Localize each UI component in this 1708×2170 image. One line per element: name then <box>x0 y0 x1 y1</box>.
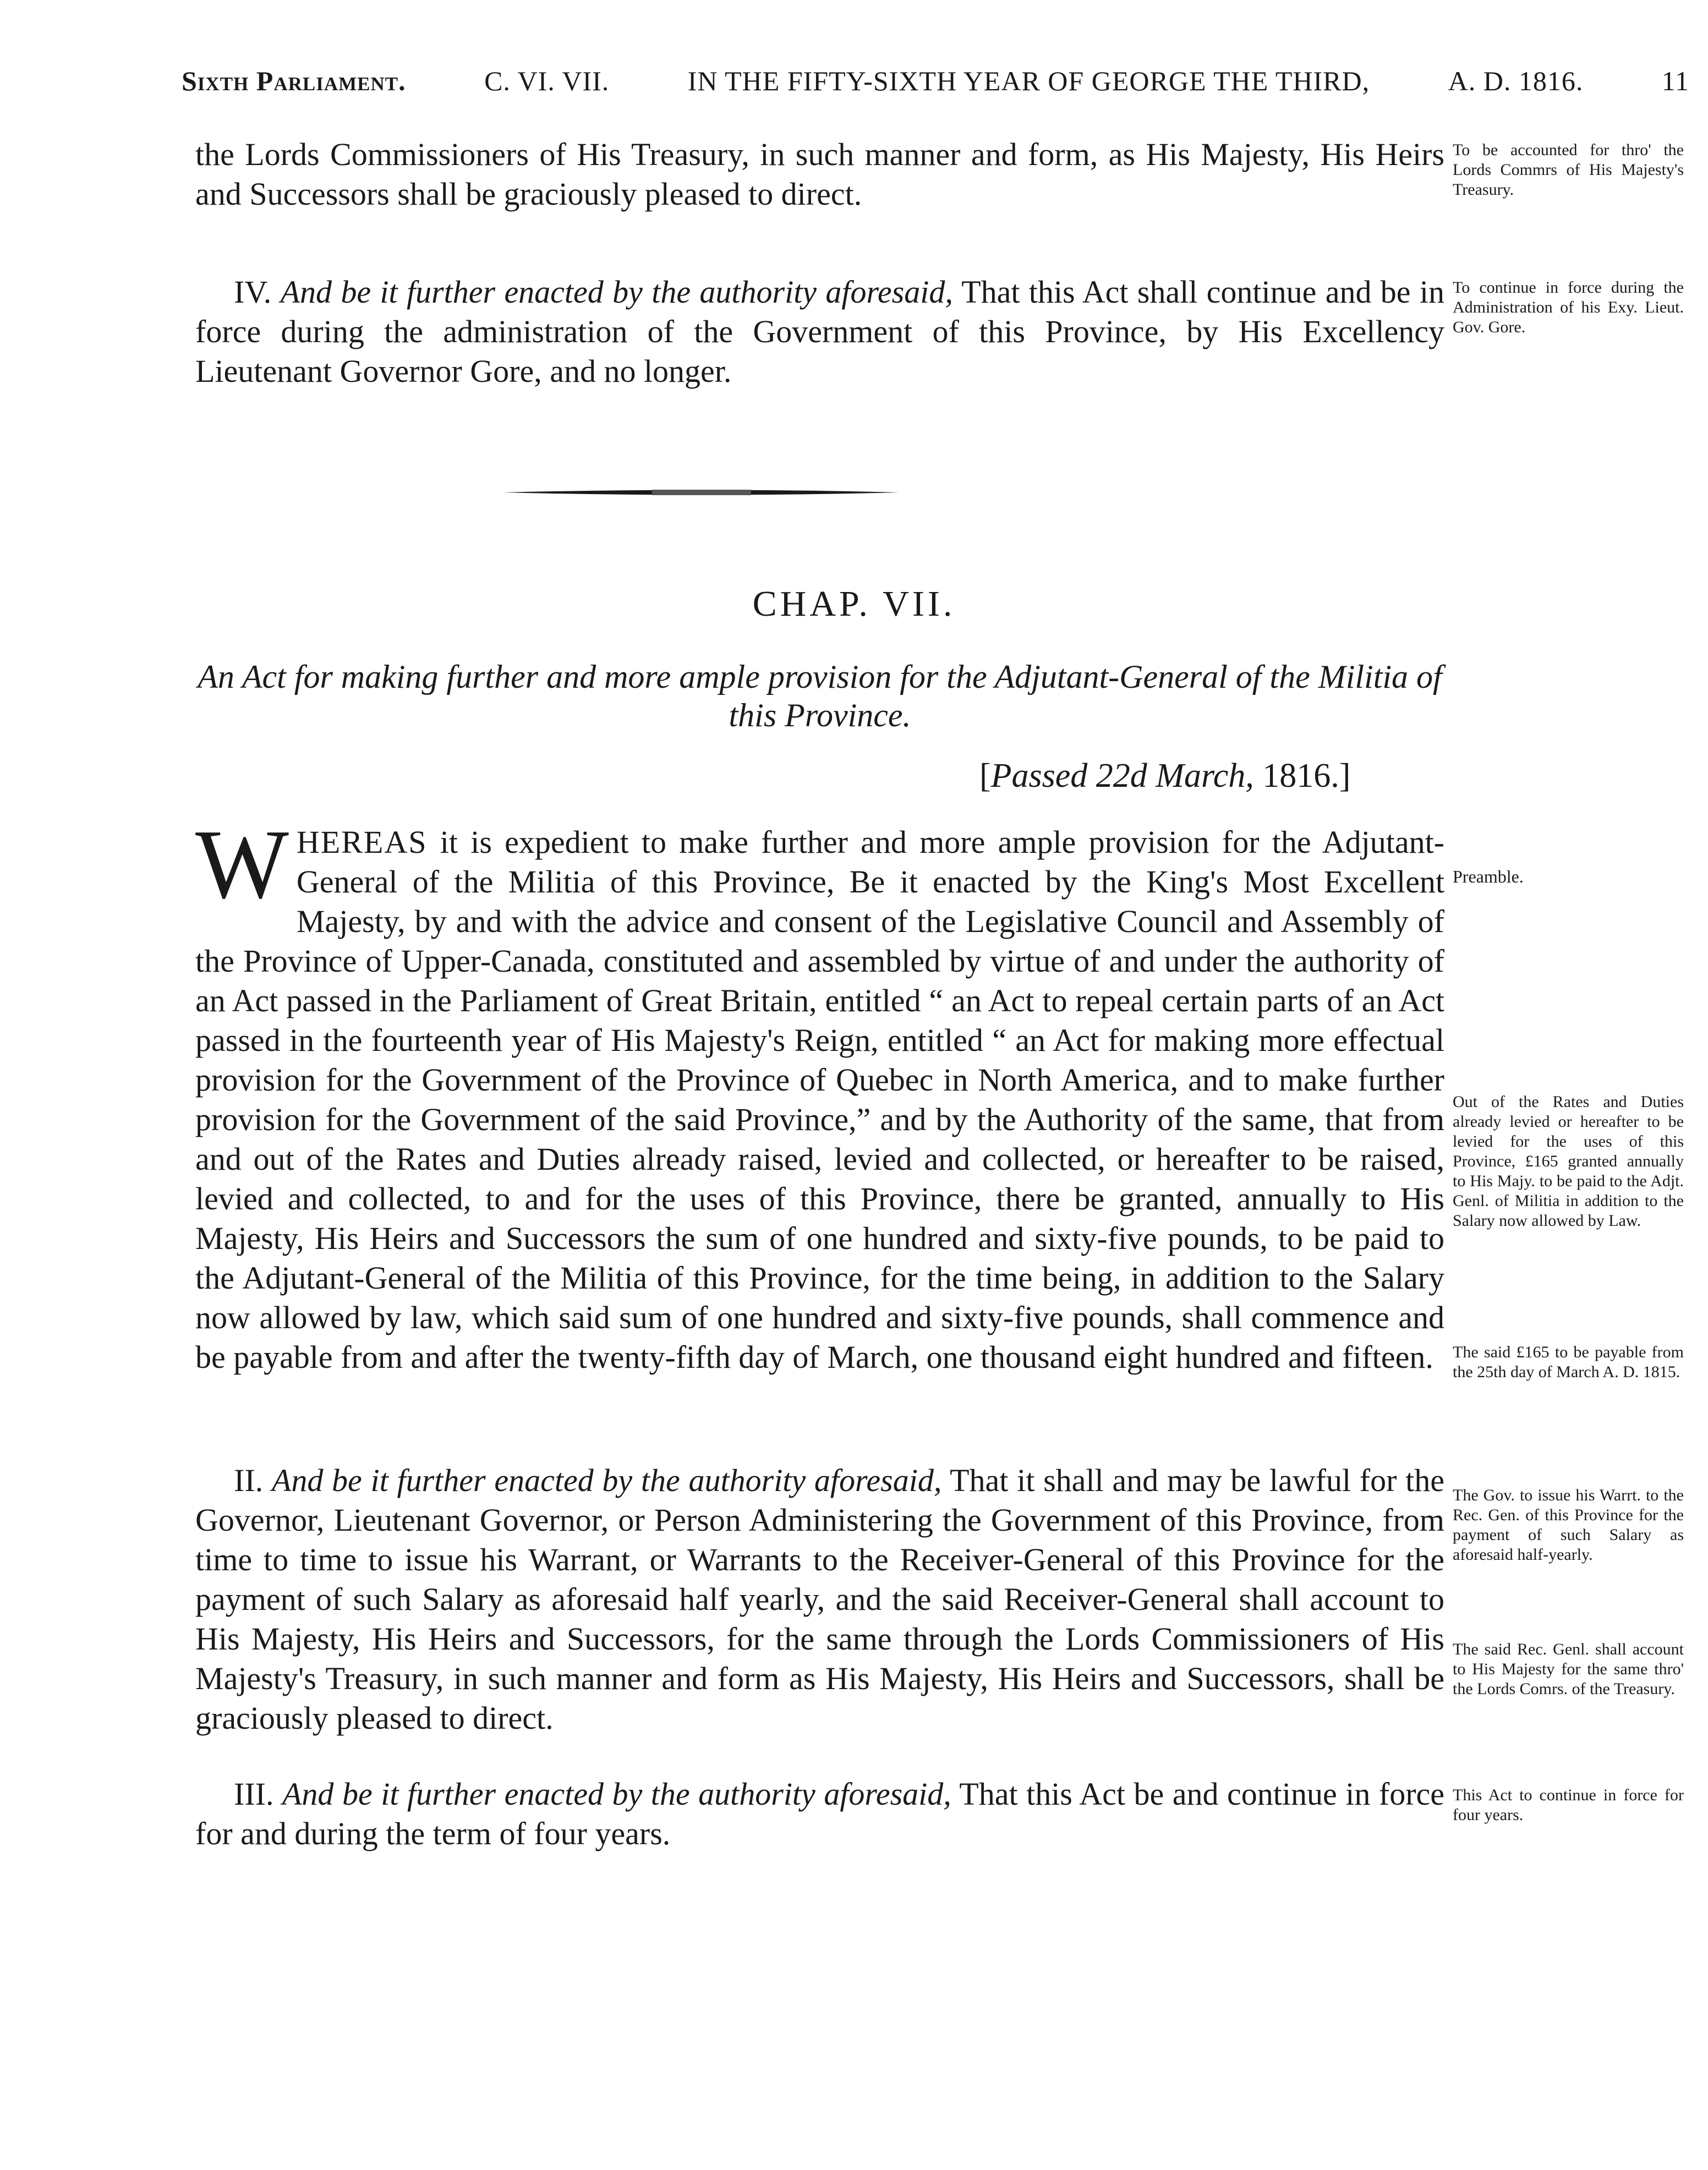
margin-note-four-years: This Act to continue in force for four years. <box>1453 1786 1684 1824</box>
passed-year: 1816. <box>1262 757 1339 794</box>
passed-label: Passed 22d March, <box>990 757 1254 794</box>
margin-note-account: The said Rec. Genl. shall account to His Majesty for the same thro' the Lords Comrs. of the Treasury. <box>1453 1640 1684 1698</box>
section-number: IV. <box>234 274 272 310</box>
enacting-clause: And be it further enacted by the authority aforesaid, <box>280 274 953 310</box>
enacting-clause: And be it further enacted by the authority aforesaid, <box>282 1776 951 1812</box>
prior-act-continuation <box>195 135 1444 214</box>
header-page-number: 11 <box>1661 65 1689 96</box>
section-number: II. <box>234 1462 264 1498</box>
section-2 <box>195 1461 1444 1738</box>
prior-act-text: the Lords Commissioners of His Treasury, in such manner and form, as His Majesty, His Heirs and Successors shall be graciously pleased to direct. <box>195 136 1444 212</box>
margin-note-preamble: Preamble. <box>1453 867 1524 886</box>
margin-note-continue-gore: To continue in force during the Administration of his Exy. Lieut. Gov. Gore. <box>1453 278 1684 336</box>
preamble-first-word: HEREAS <box>296 824 428 860</box>
ornamental-rule <box>503 485 900 500</box>
header-reign: IN THE FIFTY-SIXTH YEAR OF GEORGE THE THIRD, <box>687 65 1370 96</box>
margin-note-accounted: To be accounted for thro' the Lords Commrs of His Majesty's Treasury. <box>1453 141 1684 199</box>
header-year: A. D. 1816. <box>1448 65 1584 96</box>
margin-note-rates-duties: Out of the Rates and Duties already levied or hereafter to be levied for the uses of this Province, £165 granted annually to His Majy. to be paid to the Adjt. Genl. of Militia in addition to the Salary now allowed by Law. <box>1453 1093 1684 1230</box>
margin-note-payable: The said £165 to be payable from the 25th day of March A. D. 1815. <box>1453 1343 1684 1381</box>
enacting-clause: And be it further enacted by the authority aforesaid, <box>271 1462 942 1498</box>
section-text: That this Act be and continue in force for and during the term of four years. <box>195 1776 1445 1851</box>
section-3 <box>195 1774 1444 1854</box>
drop-cap: W <box>195 809 289 919</box>
passed-date: [Passed 22d March, 1816.] <box>979 757 1351 794</box>
margin-note-warrant: The Gov. to issue his Warrt. to the Rec. Gen. of this Province for the payment of such Salary as aforesaid half-yearly. <box>1453 1486 1684 1564</box>
running-header <box>182 65 1689 97</box>
header-parliament: Sixth Parliament. <box>182 65 406 96</box>
prior-act-section-4 <box>195 272 1444 391</box>
act-title: An Act for making further and more ample provision for the Adjutant-General of the Militia of this Province. <box>198 659 1442 733</box>
section-number: III. <box>234 1776 274 1812</box>
chapter-title: CHAP. VII. <box>752 584 956 624</box>
section-text: That it shall and may be lawful for the Governor, Lieutenant Governor, or Person Administering the Government of this Province, from time to time to issue his Warrant, or Warrants to the Receiver-General of this Province for the payment of such Salary as aforesaid half yearly, and the said Receiver-General shall account to His Majesty, His Heirs and Successors, for the same through the Lords Commissioners of His Majesty's Treasury, in such manner and form as His Majesty, His Heirs and Successors, shall be graciously pleased to direct. <box>195 1462 1445 1736</box>
header-chapters: C. VI. VII. <box>484 65 610 96</box>
preamble <box>195 809 1444 1377</box>
preamble-text: it is expedient to make further and more ample provision for the Adjutant-General of the Militia of this Province, Be it enacted by the King's Most Excellent Majesty, by and with the advice and consent of the Legislative Council and Assembly of the Province of Upper-Canada, constituted and assembled by virtue of and under the authority of an Act passed in the Parliament of Great Britain, entitled “ an Act to repeal certain parts of an Act passed in the fourteenth year of His Majesty's Reign, entitled “ an Act for making more effectual provision for the Government of the Province of Quebec in North America, and to make further provision for the Government of the said Province,” and by the Authority of the same, that from and out of the Rates and Duties already raised, levied and collected, or hereafter to be raised, levied and collected, to and for the uses of this Province, there be granted, annually to His Majesty, His Heirs and Successors the sum of one hundred and sixty-five pounds, to be paid to the Adjutant-General of the Militia of this Province, for the time being, in addition to the Salary now allowed by law, which said sum of one hundred and sixty-five pounds, shall commence and be payable from and after the twenty-fifth day of March, one thousand eight hundred and fifteen. <box>195 824 1444 1375</box>
section-text: That this Act shall continue and be in force during the administration of the Government of this Province, by His Excellency Lieutenant Governor Gore, and no longer. <box>195 274 1445 389</box>
